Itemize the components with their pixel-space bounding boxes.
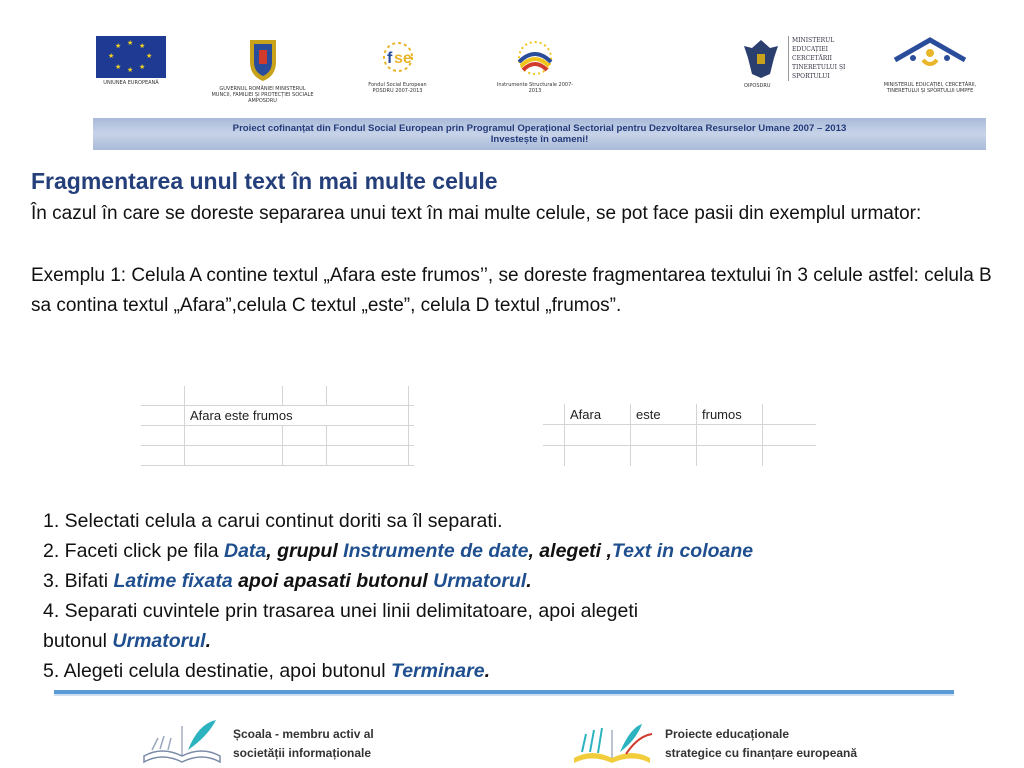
ministry-eagle-icon (740, 36, 782, 80)
sheet-cell (631, 446, 697, 467)
sheet-cell (697, 425, 763, 446)
sheet-cell (409, 446, 415, 466)
umpfe-logo-caption: MINISTERUL EDUCAȚIEI, CERCETĂRII, TINERETULUI ȘI SPORTULUI UMPFE (883, 82, 977, 94)
sheet-cell-a: Afara este frumos (185, 406, 409, 426)
table-row (543, 425, 816, 446)
step-3-text: 3. Bifati (43, 570, 114, 592)
sheet-cell (543, 446, 565, 467)
sheet-cell (697, 446, 763, 467)
steps-list (43, 506, 1003, 686)
sheet-cell-d: frumos (697, 404, 763, 425)
svg-text:f: f (386, 50, 392, 67)
sheet-cell (185, 446, 283, 466)
step-5-text: 5. Alegeti celula destinatie, apoi butonul (43, 660, 392, 682)
instrumente-logo-caption: Instrumente Structurale 2007-2013 (496, 82, 574, 94)
step-2 (43, 536, 1003, 566)
ministerul-logo (740, 36, 855, 89)
sheet-cell (763, 446, 817, 467)
table-row (543, 404, 816, 425)
table-row (141, 446, 414, 466)
step-4-dot: . (205, 630, 212, 652)
footer-right-text (665, 725, 857, 763)
sheet-cell (543, 404, 565, 425)
step-5-dot: . (484, 660, 491, 682)
step-4-butonul: butonul (43, 630, 113, 652)
footer-right-line-2: strategice cu finanțare europeană (665, 746, 858, 760)
eu-flag-icon: ★ ★ ★ ★ ★ ★ ★ ★ (96, 36, 166, 78)
banner-line-1: Proiect cofinanțat din Fondul Social European prin Programul Operațional Sectorial pentru Dezvoltarea Resurselor Umane 2007 – 2013 (232, 123, 847, 134)
step-3-dot: . (526, 570, 532, 592)
svg-text:se: se (393, 50, 412, 67)
sheet-cell (141, 446, 185, 466)
fse-logo (360, 36, 435, 94)
step-2-text-in-coloane: Text in coloane (611, 540, 754, 562)
sheet-cell (283, 426, 327, 446)
open-book-icon (138, 716, 226, 766)
ministerul-logo-sub: OIPOSDRU (744, 83, 771, 89)
sheet-cell (631, 425, 697, 446)
sheet-cell (409, 386, 415, 406)
sheet-cell (185, 426, 283, 446)
sheet-cell (565, 425, 631, 446)
sheet-cell (185, 386, 283, 406)
step-2-instrumente: Instrumente de date (343, 540, 529, 562)
step-5-terminare: Terminare (391, 660, 485, 682)
footer-right-line-1: Proiecte educaționale (665, 727, 790, 741)
umpfe-house-icon (885, 36, 975, 78)
guvern-logo (210, 36, 315, 104)
sheet-before-split (141, 386, 414, 466)
sheet-after-split (543, 404, 816, 466)
table-row (141, 406, 414, 426)
fse-icon (373, 36, 423, 78)
step-4-urmatorul: Urmatorul (112, 630, 206, 652)
guvern-logo-caption: GUVERNUL ROMÂNIEI MINISTERUL MUNCII, FAMILIEI ȘI PROTECȚIEI SOCIALE AMPOSDRU (211, 86, 314, 104)
sheet-cell-c: este (631, 404, 697, 425)
sheet-cell (283, 446, 327, 466)
sheet-cell (141, 426, 185, 446)
footer-left-text (233, 725, 374, 763)
sheet-cell-b: Afara (565, 404, 631, 425)
umpfe-logo (880, 36, 980, 94)
step-3-urmatorul: Urmatorul (433, 570, 527, 592)
step-4-cont (43, 626, 1003, 656)
romania-coat-of-arms-icon (246, 36, 280, 82)
step-2-alegeti: , alegeti , (528, 540, 612, 562)
sheet-cell (327, 446, 409, 466)
step-3 (43, 566, 1003, 596)
sheet-cell (543, 425, 565, 446)
sheet-cell (283, 386, 327, 406)
table-row (543, 446, 816, 467)
sheet-cell (327, 386, 409, 406)
sheet-cell (327, 426, 409, 446)
sheet-cell (141, 406, 185, 426)
footer-left-line-1: Școala - membru activ al (233, 727, 374, 741)
footer-divider-shadow (54, 694, 954, 696)
step-2-group: , grupul (266, 540, 344, 562)
sheet-cell (409, 406, 415, 426)
instrumente-structurale-icon (507, 36, 563, 78)
eu-logo (95, 36, 167, 86)
step-2-data: Data (223, 540, 267, 562)
fse-logo-caption: Fondul Social European POSDRU 2007-2013 (368, 82, 427, 94)
table-row (141, 426, 414, 446)
sheet-cell (763, 404, 817, 425)
banner-line-2: Investește în oameni! (490, 134, 589, 145)
sheet-cell (141, 386, 185, 406)
book-pages-icon (568, 716, 656, 766)
intro-paragraph: În cazul în care se doreste separarea unui text în mai multe celule, se pot face pasii din exemplul urmator: (31, 203, 922, 224)
instrumente-logo (495, 36, 575, 94)
step-2-text: 2. Faceti click pe fila (43, 540, 224, 562)
step-5 (43, 656, 1003, 686)
page-title: Fragmentarea unul text în mai multe celule (31, 168, 498, 194)
table-row (141, 386, 414, 406)
example-paragraph: Exemplu 1: Celula A contine textul „Afara este frumos’’, se doreste fragmentarea textului în 3 celule astfel: celula B sa contina textul „Afara”,celula C textul „este”, celula D textul „frumos”. (31, 265, 992, 316)
footer-left-line-2: societății informaționale (233, 746, 372, 760)
ministerul-logo-caption: MINISTERUL EDUCAȚIEI CERCETĂRII TINERETULUI ȘI SPORTULUI (788, 36, 854, 81)
step-4: 4. Separati cuvintele prin trasarea unei linii delimitatoare, apoi alegeti (43, 600, 639, 622)
sheet-cell (565, 446, 631, 467)
sheet-cell (409, 426, 415, 446)
project-banner (93, 118, 986, 150)
step-3-latime: Latime fixata (113, 570, 233, 592)
step-3-apasati: apoi apasati butonul (232, 570, 434, 592)
eu-logo-caption: UNIUNEA EUROPEANĂ (103, 80, 159, 86)
step-1: 1. Selectati celula a carui continut doriti sa îl separati. (43, 510, 503, 532)
sheet-cell (763, 425, 817, 446)
